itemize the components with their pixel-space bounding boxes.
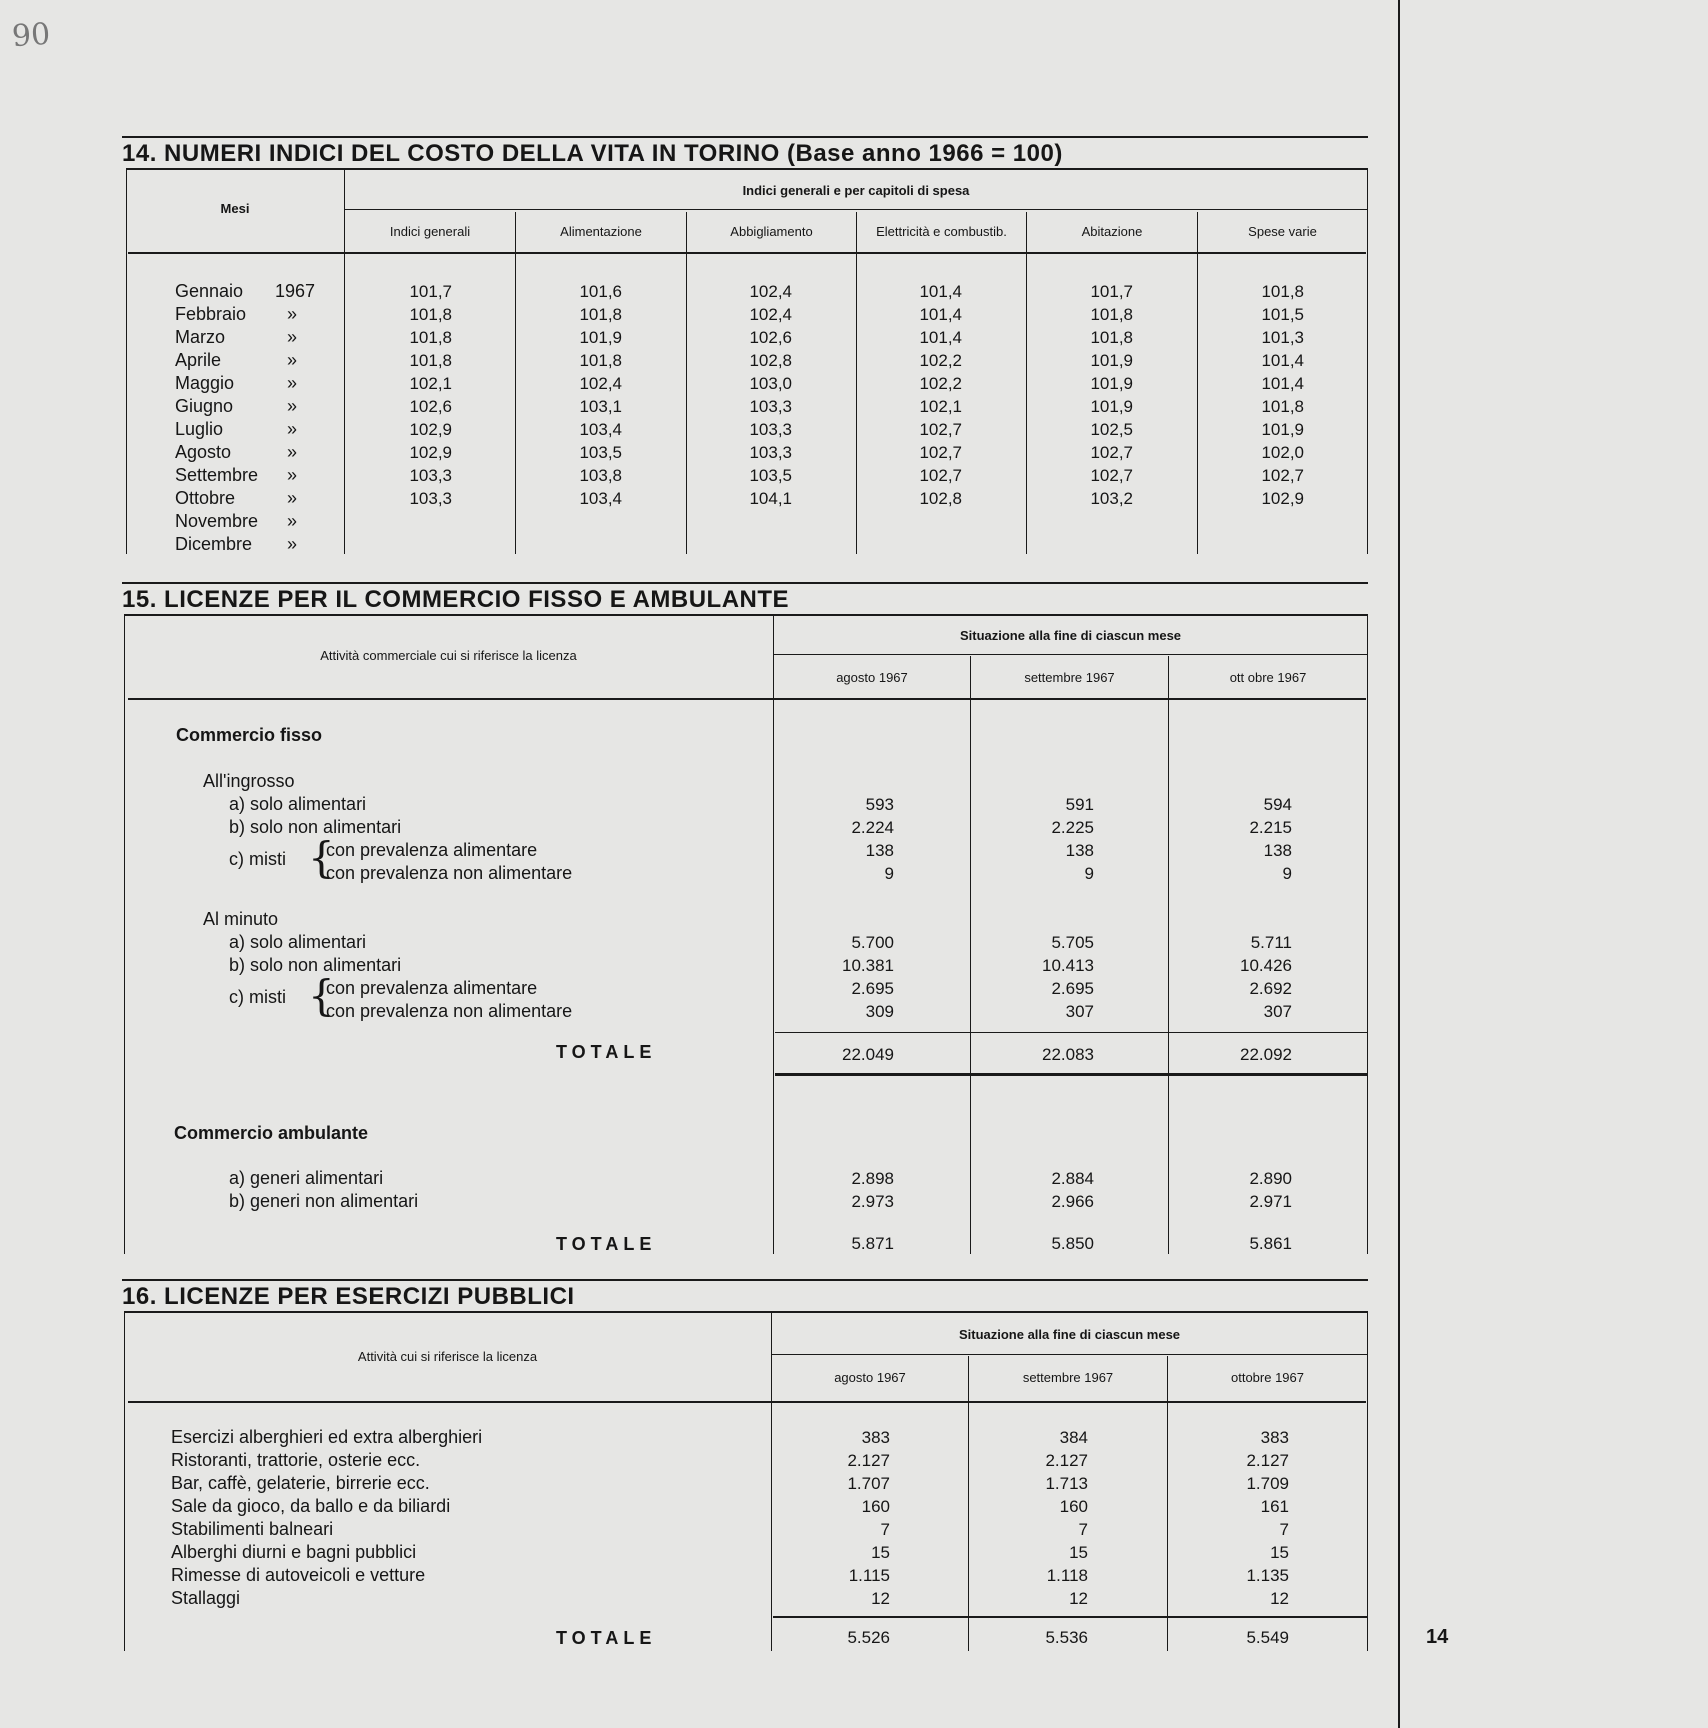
t15-cell: 10.413 [1042, 956, 1094, 975]
t16-col-activity: Attività cui si riferisce la licenza [357, 1349, 538, 1364]
t16-total-rule [773, 1616, 1367, 1618]
t14-cell: 101,9 [1090, 397, 1133, 416]
t14-cell: 101,8 [1090, 305, 1133, 324]
t14-year-label: » [287, 373, 298, 393]
t14-cell: 101,9 [1261, 420, 1304, 439]
t14-year-label: » [287, 304, 298, 324]
t14-cell: 102,6 [749, 328, 792, 347]
t16-header-top [124, 1311, 1368, 1313]
t14-year-label: » [287, 511, 298, 531]
t15-cell: 9 [884, 864, 894, 883]
t15-ingrosso-prev-non-alim: con prevalenza non alimentare [326, 863, 573, 883]
t14-cell: 102,9 [409, 443, 452, 462]
t16-cell: 2.127 [1246, 1451, 1289, 1470]
t15-group-header: Situazione alla fine di ciascun mese [959, 628, 1182, 643]
t15-cell: 593 [865, 795, 894, 814]
t15-ingrosso-a: a) solo alimentari [229, 794, 367, 814]
t14-cell: 102,7 [919, 466, 962, 485]
t15-col-activity: Attività commerciale cui si riferisce la licenza [320, 648, 577, 663]
t15-ingrosso-prev-alim: con prevalenza alimentare [326, 840, 538, 860]
t14-cell: 101,5 [1261, 305, 1304, 324]
t15-cell: 10.381 [842, 956, 894, 975]
t15-cell: 2.971 [1249, 1192, 1292, 1211]
t15-cell: 2.695 [851, 979, 894, 998]
t15-cell: 2.224 [851, 818, 894, 837]
t14-year-label: » [287, 465, 298, 485]
t14-cell: 101,6 [579, 282, 622, 301]
t15-cell: 307 [1065, 1002, 1094, 1021]
page-edge-rule [1398, 0, 1400, 1728]
t15-minuto-c: c) misti [229, 987, 286, 1007]
t14-cell: 101,8 [579, 305, 622, 324]
t15-column-header: ott obre 1967 [1229, 670, 1307, 685]
t16-row-label: Stallaggi [171, 1588, 241, 1608]
t16-row-label: Bar, caffè, gelaterie, birrerie ecc. [171, 1473, 430, 1493]
t16-cell: 160 [1059, 1497, 1088, 1516]
t15-cell: 138 [865, 841, 894, 860]
t16-top-rule [122, 1279, 1368, 1281]
t16-cell: 161 [1260, 1497, 1289, 1516]
t14-cell: 101,8 [409, 351, 452, 370]
t14-cell: 103,3 [749, 443, 792, 462]
t14-vline [1026, 212, 1027, 554]
t15-cell: 9 [1282, 864, 1292, 883]
t14-cell: 102,7 [1090, 466, 1133, 485]
t14-cell: 102,8 [919, 489, 962, 508]
t14-month-label: Ottobre [175, 488, 236, 508]
t15-header-top [124, 614, 1368, 616]
t14-cell: 102,7 [919, 443, 962, 462]
t14-cell: 103,3 [409, 489, 452, 508]
t16-cell: 1.115 [848, 1566, 890, 1585]
brace-icon: { [308, 833, 335, 882]
t14-cell: 103,8 [579, 466, 622, 485]
t15-right-border [1367, 614, 1368, 1254]
t15-ingrosso-c: c) misti [229, 849, 286, 869]
t15-column-header: agosto 1967 [836, 670, 908, 685]
t16-cell: 7 [1279, 1520, 1289, 1539]
t15-cell: 2.890 [1249, 1169, 1292, 1188]
t15-title: 15. LICENZE PER IL COMMERCIO FISSO E AMBULANTE [122, 586, 790, 613]
t15-totale-ambulante-label: TOTALE [556, 1234, 657, 1254]
t16-header-bottom [128, 1401, 1366, 1403]
t16-total-cell: 5.549 [1246, 1628, 1289, 1647]
t14-title: 14. NUMERI INDICI DEL COSTO DELLA VITA IN TORINO (Base anno 1966 = 100) [122, 140, 1063, 167]
t16-cell: 160 [861, 1497, 890, 1516]
t15-total-cell: 22.083 [1042, 1045, 1094, 1064]
t15-total-cell: 22.092 [1240, 1045, 1292, 1064]
t15-total-rule-top [775, 1032, 1367, 1033]
t14-month-label: Febbraio [175, 304, 247, 324]
t15-cell: 5.711 [1250, 933, 1292, 952]
t14-column-header: Alimentazione [560, 224, 642, 239]
t16-cell: 384 [1059, 1428, 1088, 1447]
t14-cell: 103,5 [579, 443, 622, 462]
t14-month-label: Agosto [175, 442, 232, 462]
t14-cell: 101,4 [919, 328, 962, 347]
t16-row-label: Ristoranti, trattorie, osterie ecc. [171, 1450, 421, 1470]
t15-total-cell: 22.049 [842, 1045, 894, 1064]
margin-note: 90 [10, 16, 52, 55]
t16-cell: 1.709 [1246, 1474, 1289, 1493]
t15-ambulante-a: a) generi alimentari [229, 1168, 384, 1188]
t15-vline-main [773, 614, 774, 1254]
t14-top-rule [122, 136, 1368, 138]
t14-vline [686, 212, 687, 554]
t14-year-label: » [287, 534, 298, 554]
t15-cell: 138 [1065, 841, 1094, 860]
t14-cell: 103,3 [409, 466, 452, 485]
t14-column-header: Abitazione [1081, 224, 1143, 239]
t15-cell: 594 [1263, 795, 1292, 814]
t14-year-label: » [287, 396, 298, 416]
t15-minuto-prev-non-alim: con prevalenza non alimentare [326, 1001, 573, 1021]
t14-vline [1197, 212, 1198, 554]
t14-year-label: » [287, 442, 298, 462]
t14-cell: 101,8 [1261, 397, 1304, 416]
t14-cell: 102,1 [409, 374, 452, 393]
t14-cell: 102,0 [1261, 443, 1304, 462]
t15-totale-fisso-label: TOTALE [556, 1042, 657, 1062]
t14-cell: 101,8 [409, 328, 452, 347]
t16-title: 16. LICENZE PER ESERCIZI PUBBLICI [122, 1283, 575, 1310]
t14-cell: 102,7 [1261, 466, 1304, 485]
t14-vline [856, 212, 857, 554]
t14-header-bottom [128, 252, 1366, 254]
t14-cell: 102,8 [749, 351, 792, 370]
t15-total-cell: 5.861 [1249, 1234, 1292, 1253]
t15-top-rule [122, 582, 1368, 584]
t14-cell: 101,9 [1090, 374, 1133, 393]
t14-cell: 103,3 [749, 397, 792, 416]
t14-cell: 103,4 [579, 489, 622, 508]
t16-row-label: Sale da gioco, da ballo e da biliardi [171, 1496, 451, 1516]
t14-group-rule [345, 209, 1367, 210]
t14-col-mesi: Mesi [220, 201, 250, 216]
t14-vline [515, 212, 516, 554]
t14-cell: 101,8 [579, 351, 622, 370]
t14-month-label: Gennaio [175, 281, 244, 301]
t14-group-header: Indici generali e per capitoli di spesa [742, 183, 970, 198]
t16-cell: 1.713 [1045, 1474, 1088, 1493]
t15-cell: 2.215 [1249, 818, 1292, 837]
t14-cell: 103,4 [579, 420, 622, 439]
t16-cell: 383 [1260, 1428, 1289, 1447]
t14-cell: 103,1 [579, 397, 622, 416]
t14-cell: 102,4 [579, 374, 622, 393]
t14-cell: 101,3 [1261, 328, 1304, 347]
t14-cell: 101,4 [1261, 374, 1304, 393]
t14-year-label: » [287, 350, 298, 370]
t15-vline [970, 656, 971, 1254]
t14-cell: 102,4 [749, 282, 792, 301]
t16-cell: 2.127 [847, 1451, 890, 1470]
t14-cell: 101,8 [1090, 328, 1133, 347]
t15-cell: 307 [1263, 1002, 1292, 1021]
t16-row-label: Alberghi diurni e bagni pubblici [171, 1542, 417, 1562]
t16-row-label: Esercizi alberghieri ed extra alberghieri [171, 1427, 483, 1447]
t15-ingrosso: All'ingrosso [203, 771, 295, 791]
t14-month-label: Maggio [175, 373, 235, 393]
t15-minuto-a: a) solo alimentari [229, 932, 367, 952]
t15-section-ambulante: Commercio ambulante [174, 1123, 369, 1143]
t14-month-label: Aprile [175, 350, 222, 370]
t15-total-cell: 5.850 [1051, 1234, 1094, 1253]
t16-total-cell: 5.536 [1045, 1628, 1088, 1647]
t14-cell: 102,6 [409, 397, 452, 416]
t16-cell: 2.127 [1045, 1451, 1088, 1470]
page-number: 14 [1426, 1626, 1449, 1648]
t16-column-header: settembre 1967 [1022, 1370, 1114, 1385]
t14-month-label: Dicembre [175, 534, 253, 554]
t16-cell: 15 [1270, 1543, 1289, 1562]
t15-left-border [124, 614, 125, 1254]
t14-left-border [126, 168, 127, 554]
t14-column-header: Spese varie [1248, 224, 1317, 239]
t16-cell: 1.135 [1246, 1566, 1289, 1585]
t16-row-label: Rimesse di autoveicoli e vetture [171, 1565, 426, 1585]
t14-cell: 102,2 [919, 351, 962, 370]
t14-month-label: Luglio [175, 419, 224, 439]
t14-cell: 101,7 [409, 282, 452, 301]
t15-cell: 591 [1065, 795, 1094, 814]
t14-month-label: Novembre [175, 511, 259, 531]
brace-icon: { [308, 971, 335, 1020]
t14-cell: 101,7 [1090, 282, 1133, 301]
t14-cell: 101,8 [409, 305, 452, 324]
t14-cell: 102,9 [1261, 489, 1304, 508]
t15-total-rule-bottom [775, 1073, 1367, 1076]
t15-ambulante-b: b) generi non alimentari [229, 1191, 419, 1211]
t14-cell: 101,4 [919, 305, 962, 324]
t16-total-cell: 5.526 [847, 1628, 890, 1647]
t15-cell: 309 [865, 1002, 894, 1021]
t15-minuto-prev-alim: con prevalenza alimentare [326, 978, 538, 998]
t15-total-cell: 5.871 [851, 1234, 894, 1253]
t14-cell: 103,5 [749, 466, 792, 485]
t14-year-label: » [287, 419, 298, 439]
t16-cell: 15 [871, 1543, 890, 1562]
t14-cell: 103,3 [749, 420, 792, 439]
t15-group-rule [774, 654, 1367, 655]
t16-column-header: agosto 1967 [834, 1370, 906, 1385]
t14-cell: 103,0 [749, 374, 792, 393]
t14-year-label: » [287, 327, 298, 347]
t16-cell: 15 [1069, 1543, 1088, 1562]
t16-vline-main [771, 1311, 772, 1651]
t15-cell: 5.700 [851, 933, 894, 952]
t14-cell: 104,1 [749, 489, 792, 508]
t14-column-header: Abbigliamento [730, 224, 813, 239]
t16-cell: 12 [1270, 1589, 1289, 1608]
t14-cell: 103,2 [1090, 489, 1133, 508]
t15-column-header: settembre 1967 [1024, 670, 1115, 685]
t16-right-border [1367, 1311, 1368, 1651]
t16-column-header: ottobre 1967 [1230, 1370, 1304, 1385]
t15-cell: 2.695 [1051, 979, 1094, 998]
t16-group-header: Situazione alla fine di ciascun mese [958, 1327, 1181, 1342]
t16-totale-label: TOTALE [556, 1628, 657, 1648]
t16-cell: 7 [1078, 1520, 1088, 1539]
t16-cell: 383 [861, 1428, 890, 1447]
t15-cell: 10.426 [1240, 956, 1292, 975]
t14-cell: 101,9 [1090, 351, 1133, 370]
t15-cell: 2.898 [851, 1169, 894, 1188]
t15-cell: 2.225 [1051, 818, 1094, 837]
t14-cell: 102,9 [409, 420, 452, 439]
t16-cell: 12 [1069, 1589, 1088, 1608]
t14-cell: 101,4 [919, 282, 962, 301]
t14-cell: 102,4 [749, 305, 792, 324]
t16-cell: 7 [880, 1520, 890, 1539]
t14-right-border [1367, 168, 1368, 554]
t14-year-label: 1967 [275, 281, 316, 301]
t16-row-label: Stabilimenti balneari [171, 1519, 334, 1539]
t14-cell: 102,7 [919, 420, 962, 439]
t15-cell: 2.966 [1051, 1192, 1094, 1211]
t15-cell: 138 [1263, 841, 1292, 860]
t14-year-label: » [287, 488, 298, 508]
t14-cell: 101,4 [1261, 351, 1304, 370]
t14-column-header: Elettricità e combustib. [876, 224, 1007, 239]
t14-column-header: Indici generali [389, 224, 471, 239]
t16-group-rule [772, 1354, 1367, 1355]
t14-cell: 102,7 [1090, 443, 1133, 462]
t15-cell: 2.884 [1051, 1169, 1094, 1188]
t15-minuto-b: b) solo non alimentari [229, 955, 402, 975]
t14-cell: 102,2 [919, 374, 962, 393]
t14-cell: 102,5 [1090, 420, 1133, 439]
t15-header-bottom [128, 698, 1366, 700]
t15-section-fisso: Commercio fisso [176, 725, 323, 745]
t15-ingrosso-b: b) solo non alimentari [229, 817, 402, 837]
t14-cell: 101,9 [579, 328, 622, 347]
t14-cell: 101,8 [1261, 282, 1304, 301]
t14-month-label: Marzo [175, 327, 226, 347]
t14-month-label: Settembre [175, 465, 259, 485]
t14-header-top [126, 168, 1368, 170]
t14-month-label: Giugno [175, 396, 234, 416]
t15-minuto: Al minuto [203, 909, 279, 929]
t16-cell: 1.707 [847, 1474, 890, 1493]
t16-cell: 12 [871, 1589, 890, 1608]
t15-vline [1168, 656, 1169, 1254]
t15-cell: 2.692 [1249, 979, 1292, 998]
t16-cell: 1.118 [1046, 1566, 1088, 1585]
t15-cell: 2.973 [851, 1192, 894, 1211]
t15-cell: 9 [1084, 864, 1094, 883]
t15-cell: 5.705 [1051, 933, 1094, 952]
t14-cell: 102,1 [919, 397, 962, 416]
